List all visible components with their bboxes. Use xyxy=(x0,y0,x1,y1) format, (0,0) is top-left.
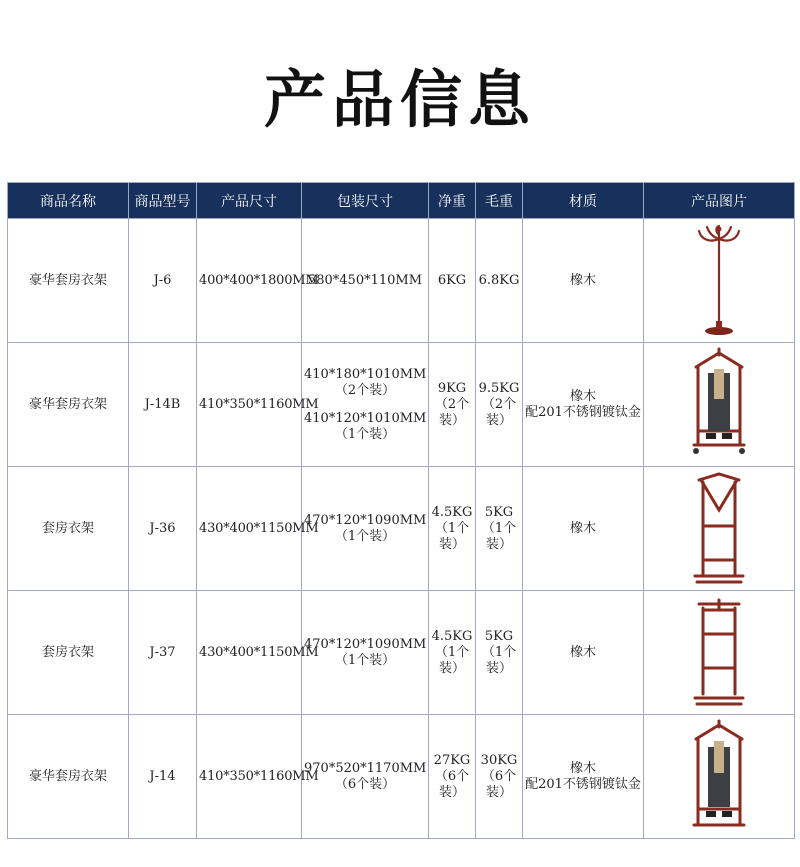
material-main: 橡木 xyxy=(569,388,596,404)
package-size xyxy=(302,219,429,343)
product-model: J-14 xyxy=(129,715,197,839)
package-size-a: 580*450*110MM xyxy=(307,272,423,288)
product-table xyxy=(7,182,795,839)
package-size-b: 410*120*1010MM xyxy=(304,410,427,426)
header-size: 产品尺寸 xyxy=(197,183,302,219)
valet-frame-icon xyxy=(689,470,749,588)
package-size-a: 410*180*1010MM xyxy=(304,366,427,382)
table-row xyxy=(8,219,795,343)
product-model: J-37 xyxy=(129,591,197,715)
product-name: 套房衣架 xyxy=(8,591,129,715)
coat-stand-icon xyxy=(689,223,749,339)
product-model: J-6 xyxy=(129,219,197,343)
product-name: 豪华套房衣架 xyxy=(8,343,129,467)
product-image xyxy=(644,591,795,715)
valet-stand-icon xyxy=(684,719,754,835)
package-note-a: （2个装） xyxy=(334,382,396,398)
package-size xyxy=(302,467,429,591)
material-main: 橡木 xyxy=(569,644,596,660)
header-material: 材质 xyxy=(523,183,644,219)
valet-rack-icon xyxy=(689,594,749,712)
table-row xyxy=(8,343,795,467)
header-image: 产品图片 xyxy=(644,183,795,219)
product-image xyxy=(644,219,795,343)
gross-weight: 5KG（1个装） xyxy=(476,467,523,591)
header-name: 商品名称 xyxy=(8,183,129,219)
gross-weight: 5KG（1个装） xyxy=(476,591,523,715)
package-size xyxy=(302,591,429,715)
table-row xyxy=(8,715,795,839)
product-size: 430*400*1150MM xyxy=(197,591,302,715)
material-extra: 配201不锈钢镀钛金 xyxy=(525,776,641,792)
package-size-a: 970*520*1170MM xyxy=(304,760,427,776)
package-size xyxy=(302,715,429,839)
material xyxy=(523,715,644,839)
valet-stand-icon xyxy=(684,347,754,463)
page-title: 产品信息 xyxy=(263,63,536,136)
material-main: 橡木 xyxy=(569,272,596,288)
product-name: 豪华套房衣架 xyxy=(8,715,129,839)
net-weight: 27KG（6个装） xyxy=(429,715,476,839)
material xyxy=(523,219,644,343)
product-name: 豪华套房衣架 xyxy=(8,219,129,343)
material-main: 橡木 xyxy=(569,520,596,536)
package-size xyxy=(302,343,429,467)
header-pack: 包装尺寸 xyxy=(302,183,429,219)
product-size: 410*350*1160MM xyxy=(197,343,302,467)
header-model: 商品型号 xyxy=(129,183,197,219)
material-extra: 配201不锈钢镀钛金 xyxy=(525,404,641,420)
package-note-a: （1个装） xyxy=(334,652,396,668)
product-size: 410*350*1160MM xyxy=(197,715,302,839)
net-weight: 6KG xyxy=(429,219,476,343)
net-weight: 4.5KG（1个装） xyxy=(429,591,476,715)
package-note-a: （6个装） xyxy=(334,776,396,792)
package-size-a: 470*120*1090MM xyxy=(304,636,427,652)
product-model: J-14B xyxy=(129,343,197,467)
product-name: 套房衣架 xyxy=(8,467,129,591)
product-image xyxy=(644,715,795,839)
gross-weight: 30KG（6个装） xyxy=(476,715,523,839)
gross-weight: 6.8KG xyxy=(476,219,523,343)
header-gross: 毛重 xyxy=(476,183,523,219)
table-header-row xyxy=(8,183,795,219)
material xyxy=(523,343,644,467)
material xyxy=(523,467,644,591)
net-weight: 9KG（2个装） xyxy=(429,343,476,467)
package-note-b: （1个装） xyxy=(334,426,396,442)
package-note-a: （1个装） xyxy=(334,528,396,544)
table-row xyxy=(8,591,795,715)
product-size: 430*400*1150MM xyxy=(197,467,302,591)
net-weight: 4.5KG（1个装） xyxy=(429,467,476,591)
header-net: 净重 xyxy=(429,183,476,219)
material-main: 橡木 xyxy=(569,760,596,776)
table-row xyxy=(8,467,795,591)
package-size-a: 470*120*1090MM xyxy=(304,512,427,528)
material xyxy=(523,591,644,715)
product-image xyxy=(644,343,795,467)
gross-weight: 9.5KG（2个装） xyxy=(476,343,523,467)
product-image xyxy=(644,467,795,591)
product-size: 400*400*1800MM xyxy=(197,219,302,343)
product-model: J-36 xyxy=(129,467,197,591)
